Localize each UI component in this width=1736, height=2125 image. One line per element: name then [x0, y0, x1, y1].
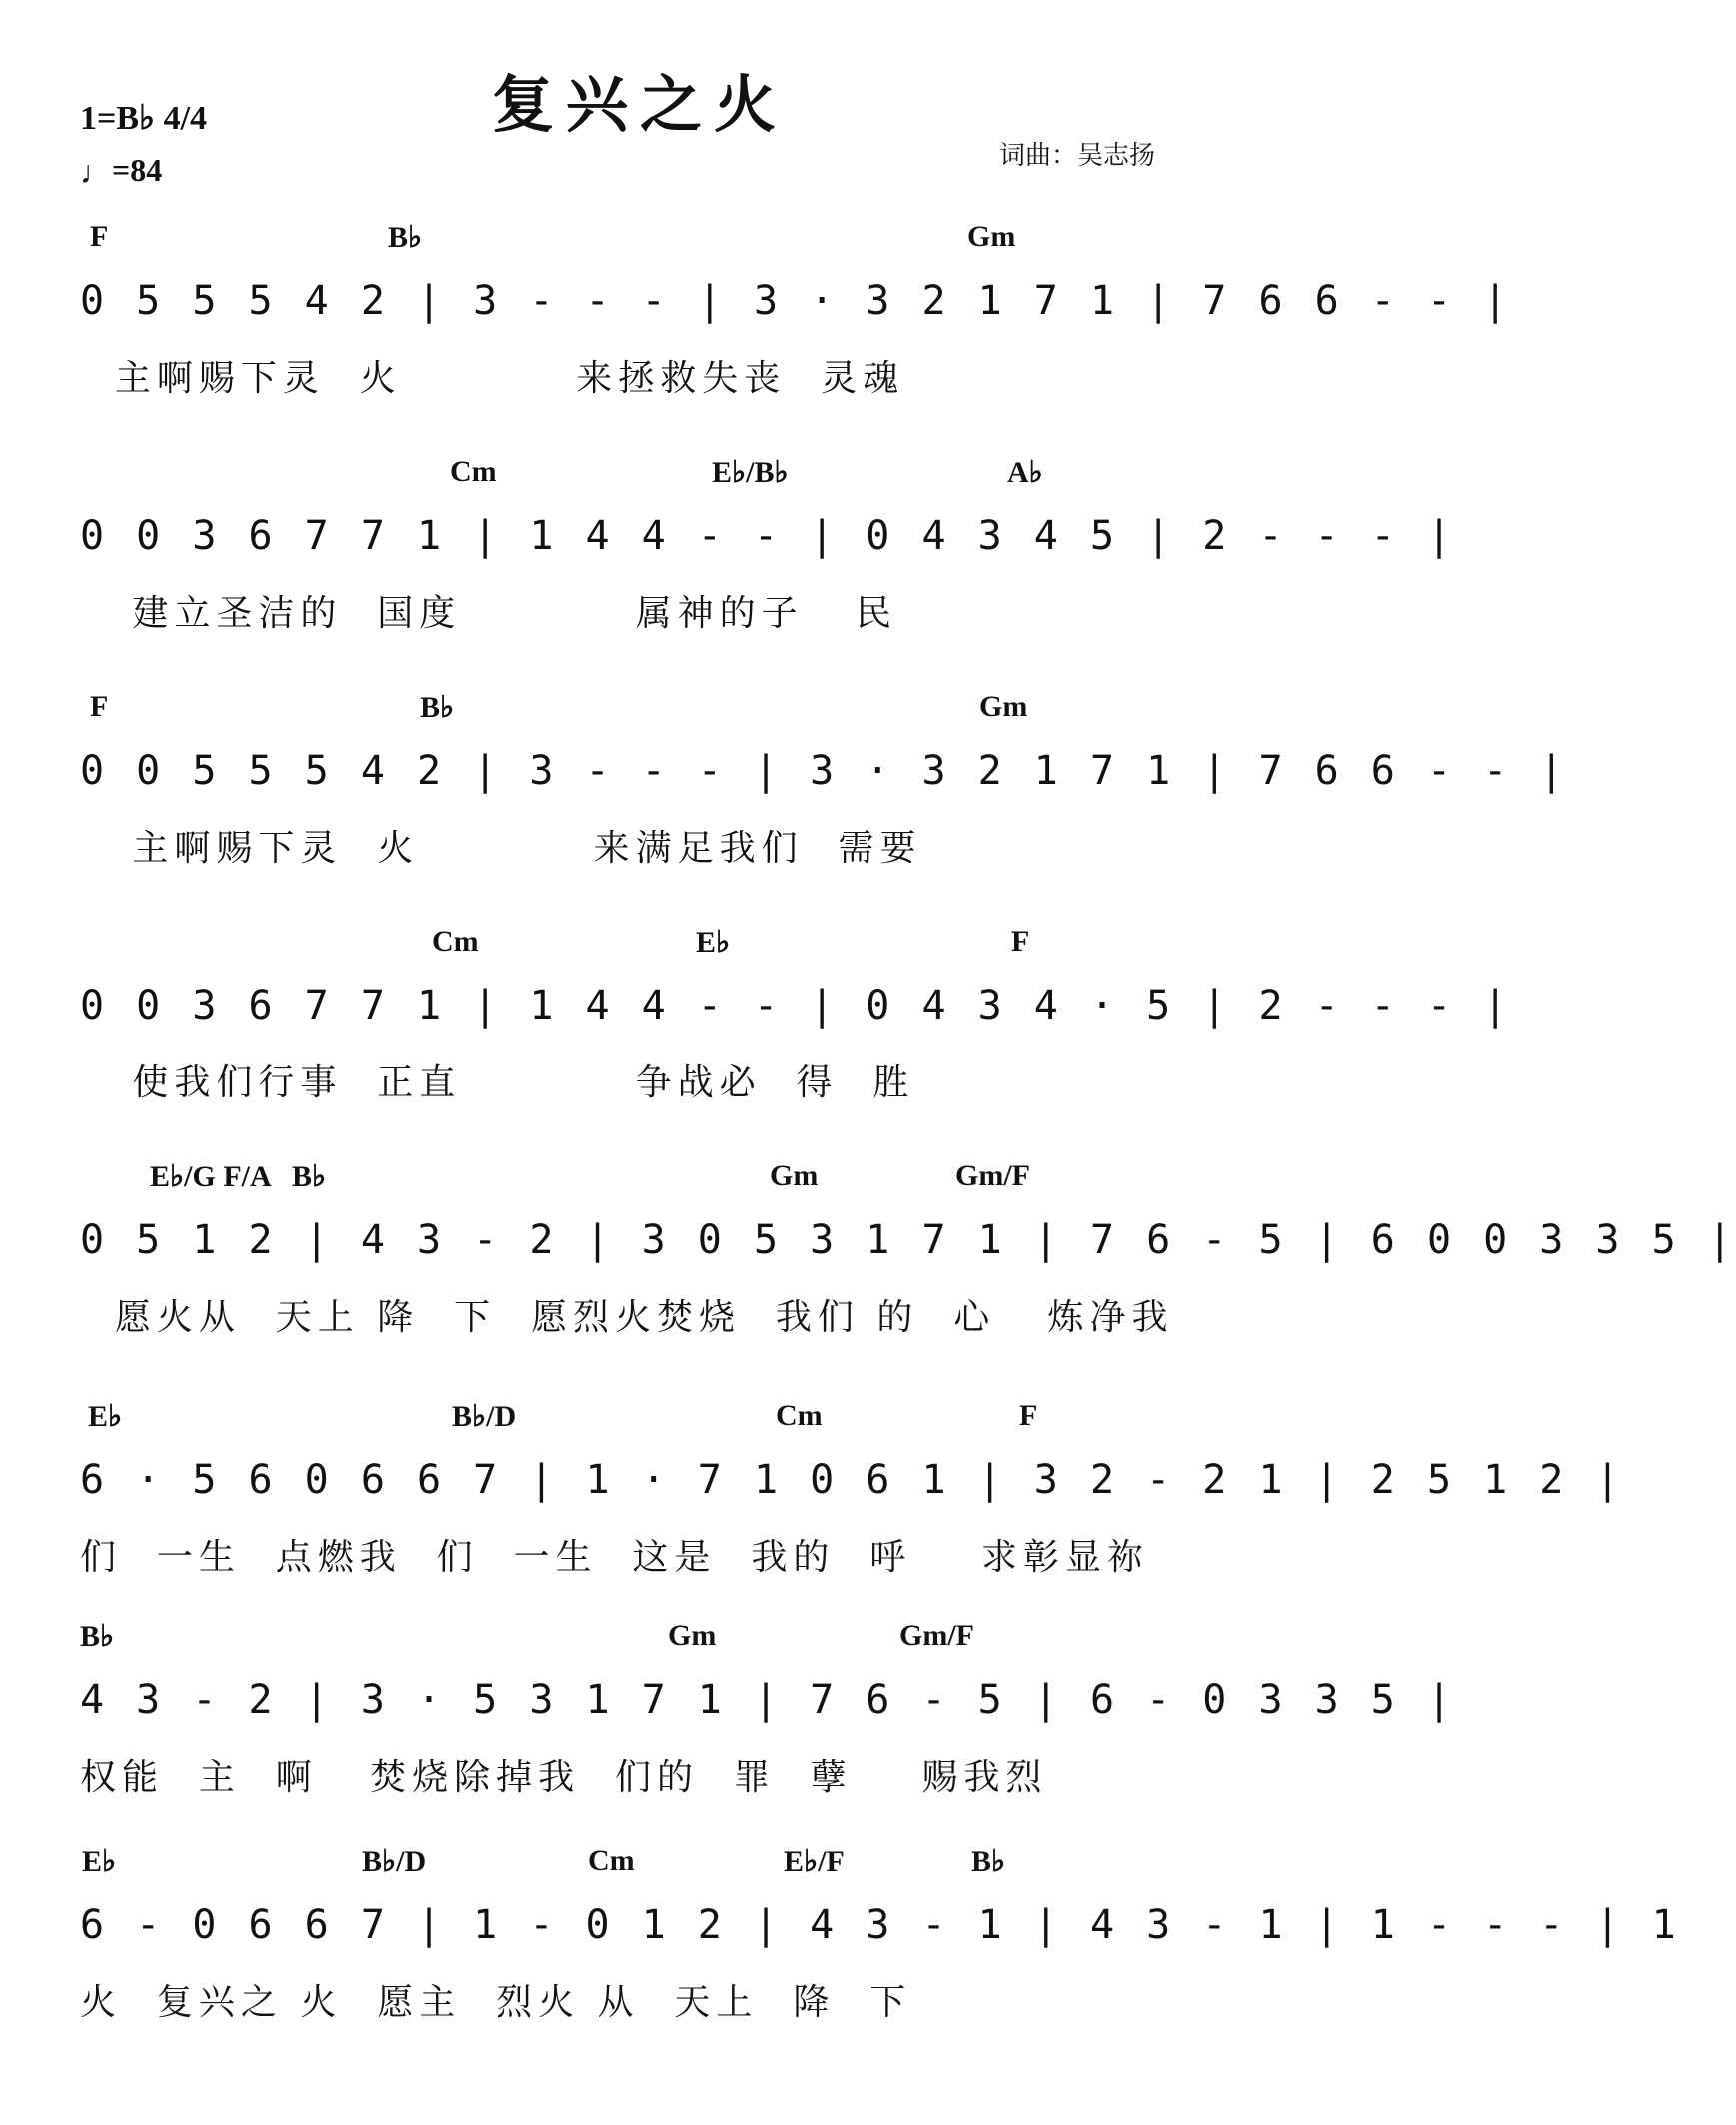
lyrics-line: 权能 主 啊 焚烧除掉我 们的 罪 孽 赐我烈	[80, 1757, 1048, 1798]
notation-line	[80, 1886, 1680, 1966]
score-system	[0, 690, 1568, 930]
chord-symbol: Gm	[979, 690, 1028, 723]
lyrics-line: 们 一生 点燃我 们 一生 这是 我的 呼 求彰显祢	[80, 1537, 1149, 1578]
composer-credit: 词曲：吴志扬	[999, 141, 1156, 171]
jianpu-numbers: 0 0 5 5 5 4 2 | 3 - - - | 3 · 3 2 1 7 1 | 7 6 6 - - |	[80, 748, 1568, 794]
lyrics-line: 主啊赐下灵 火 来满足我们 需要	[80, 828, 922, 869]
jianpu-numbers: 0 5 1 2 | 4 3 - 2 | 3 0 5 3 1 7 1 | 7 6 - 5 | 6 0 0 3 3 5 |	[80, 1217, 1736, 1263]
notation-line	[80, 1441, 1624, 1521]
score-system	[0, 925, 1512, 1164]
lyrics-line: 使我们行事 正直 争战必 得 胜	[80, 1062, 915, 1103]
chord-symbol: B♭	[971, 1845, 1006, 1878]
notation-line	[80, 967, 1512, 1047]
chord-symbol: Gm	[668, 1619, 717, 1652]
notation-line	[80, 732, 1568, 812]
score-system	[0, 1399, 1624, 1639]
chord-symbol: Cm	[432, 925, 479, 958]
chord-symbol: Gm/F	[899, 1619, 974, 1652]
song-title: 复兴之火	[491, 68, 788, 141]
chord-symbol: Gm/F	[955, 1159, 1030, 1192]
chord-symbol: E♭	[88, 1400, 123, 1433]
chord-symbol: B♭/D	[452, 1400, 517, 1433]
chord-symbol: B♭	[80, 1620, 115, 1653]
tempo-marking	[80, 152, 162, 189]
chord-symbol: E♭/G F/A	[150, 1160, 272, 1193]
score-system	[0, 1844, 1680, 2084]
notation-line	[80, 262, 1512, 342]
chord-symbol: E♭	[82, 1845, 117, 1878]
jianpu-numbers: 0 0 3 6 7 7 1 | 1 4 4 - - | 0 4 3 4 · 5 | 2 - - - |	[80, 983, 1512, 1029]
chord-symbol: Gm	[770, 1159, 819, 1192]
tempo-value: =84	[112, 152, 163, 188]
chord-symbol: Cm	[450, 455, 497, 488]
chord-symbol: Cm	[776, 1399, 823, 1432]
chord-symbol: Cm	[588, 1844, 635, 1877]
jianpu-numbers: 0 5 5 5 4 2 | 3 - - - | 3 · 3 2 1 7 1 | 7 6 6 - - |	[80, 278, 1512, 324]
chord-symbol: E♭/F	[784, 1845, 845, 1878]
jianpu-numbers: 0 0 3 6 7 7 1 | 1 4 4 - - | 0 4 3 4 5 | 2 - - - |	[80, 513, 1456, 559]
chord-symbol: E♭/B♭	[712, 456, 789, 489]
score-system	[0, 1159, 1736, 1399]
score-system	[0, 455, 1456, 695]
chord-symbol: F	[1011, 925, 1030, 958]
chord-symbol: F	[90, 220, 109, 253]
lyrics-line: 火 复兴之 火 愿主 烈火 从 天上 降 下	[80, 1982, 912, 2023]
score-system	[0, 220, 1512, 460]
chord-symbol: B♭	[292, 1160, 327, 1193]
notation-line	[80, 1201, 1736, 1281]
lyrics-line: 主啊赐下灵 火 来拯救失丧 灵魂	[80, 358, 905, 399]
score-system	[0, 1619, 1456, 1859]
key-signature: 1=B♭ 4/4	[80, 100, 208, 137]
lyrics-line: 愿火从 天上 降 下 愿烈火焚烧 我们 的 心 炼净我	[80, 1297, 1174, 1338]
chord-symbol: A♭	[1007, 456, 1043, 489]
chord-symbol: B♭/D	[362, 1845, 427, 1878]
chord-symbol: E♭	[696, 926, 731, 959]
notation-line	[80, 1661, 1456, 1741]
jianpu-numbers: 6 · 5 6 0 6 6 7 | 1 · 7 1 0 6 1 | 3 2 - 2 1 | 2 5 1 2 |	[80, 1457, 1624, 1503]
chord-symbol: B♭	[388, 221, 423, 254]
quarter-note-icon: ♩	[80, 154, 112, 190]
jianpu-numbers: 6 - 0 6 6 7 | 1 - 0 1 2 | 4 3 - 1 | 4 3 - 1 | 1 - - - | 1	[80, 1902, 1680, 1948]
chord-symbol: F	[90, 690, 109, 723]
jianpu-numbers: 4 3 - 2 | 3 · 5 3 1 7 1 | 7 6 - 5 | 6 - 0 3 3 5 |	[80, 1677, 1456, 1723]
chord-symbol: B♭	[420, 691, 455, 724]
chord-symbol: F	[1019, 1399, 1038, 1432]
lyrics-line: 建立圣洁的 国度 属神的子 民	[80, 593, 897, 634]
chord-symbol: Gm	[967, 220, 1016, 253]
notation-line	[80, 497, 1456, 577]
